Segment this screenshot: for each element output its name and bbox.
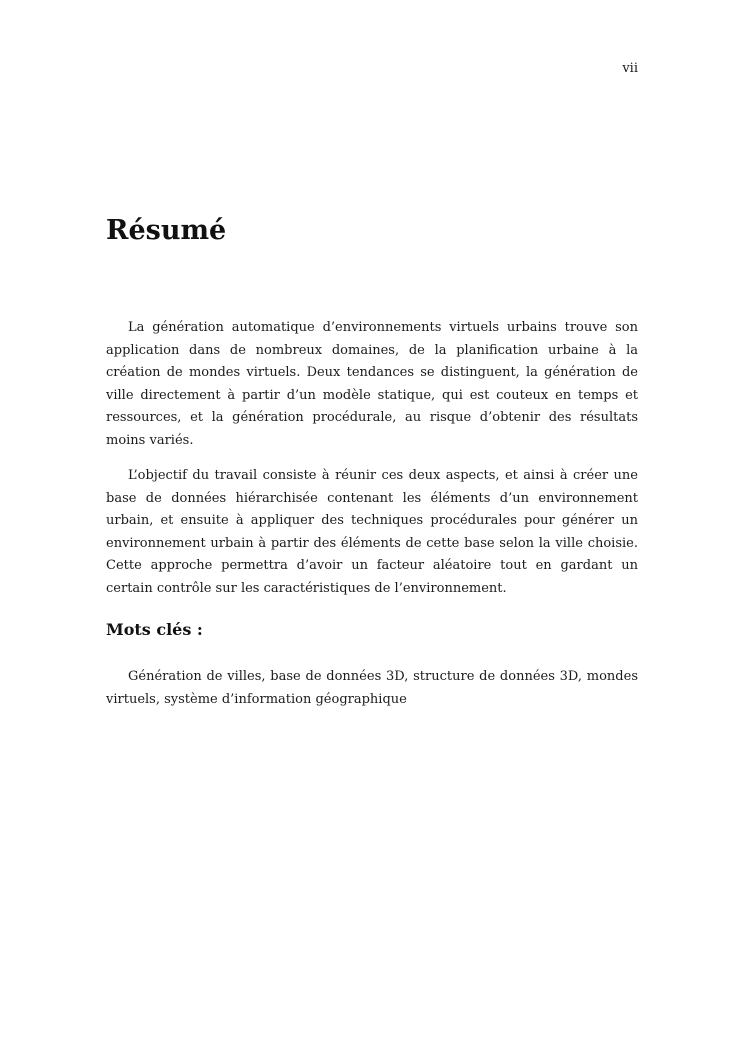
keywords-heading: Mots clés :	[106, 620, 203, 639]
abstract-body	[106, 317, 638, 600]
page-number: vii	[622, 61, 638, 76]
abstract-paragraph: La génération automatique d’environnements virtuels urbains trouve son application dans de nombreux domaines, de la planification urbaine à la création de mondes virtuels. Deux tendances se distinguent, la génération de ville directement à partir d’un modèle statique, qui est couteux en temps et ressources, et la génération procédurale, au risque d’obtenir des résultats moins variés.	[106, 320, 638, 448]
chapter-title: Résumé	[106, 215, 227, 246]
abstract-paragraph: L’objectif du travail consiste à réunir ces deux aspects, et ainsi à créer une base de données hiérarchisée contenant les éléments d’un environnement urbain, et ensuite à appliquer des techniques procédurales pour générer un environnement urbain à partir des éléments de cette base selon la ville choisie. Cette approche permettra d’avoir un facteur aléatoire tout en gardant un certain contrôle sur les caractéristiques de l’environnement.	[106, 468, 638, 596]
keywords-body	[106, 666, 638, 711]
keywords-text: Génération de villes, base de données 3D, structure de données 3D, mondes virtuels, système d’information géographique	[106, 669, 638, 707]
